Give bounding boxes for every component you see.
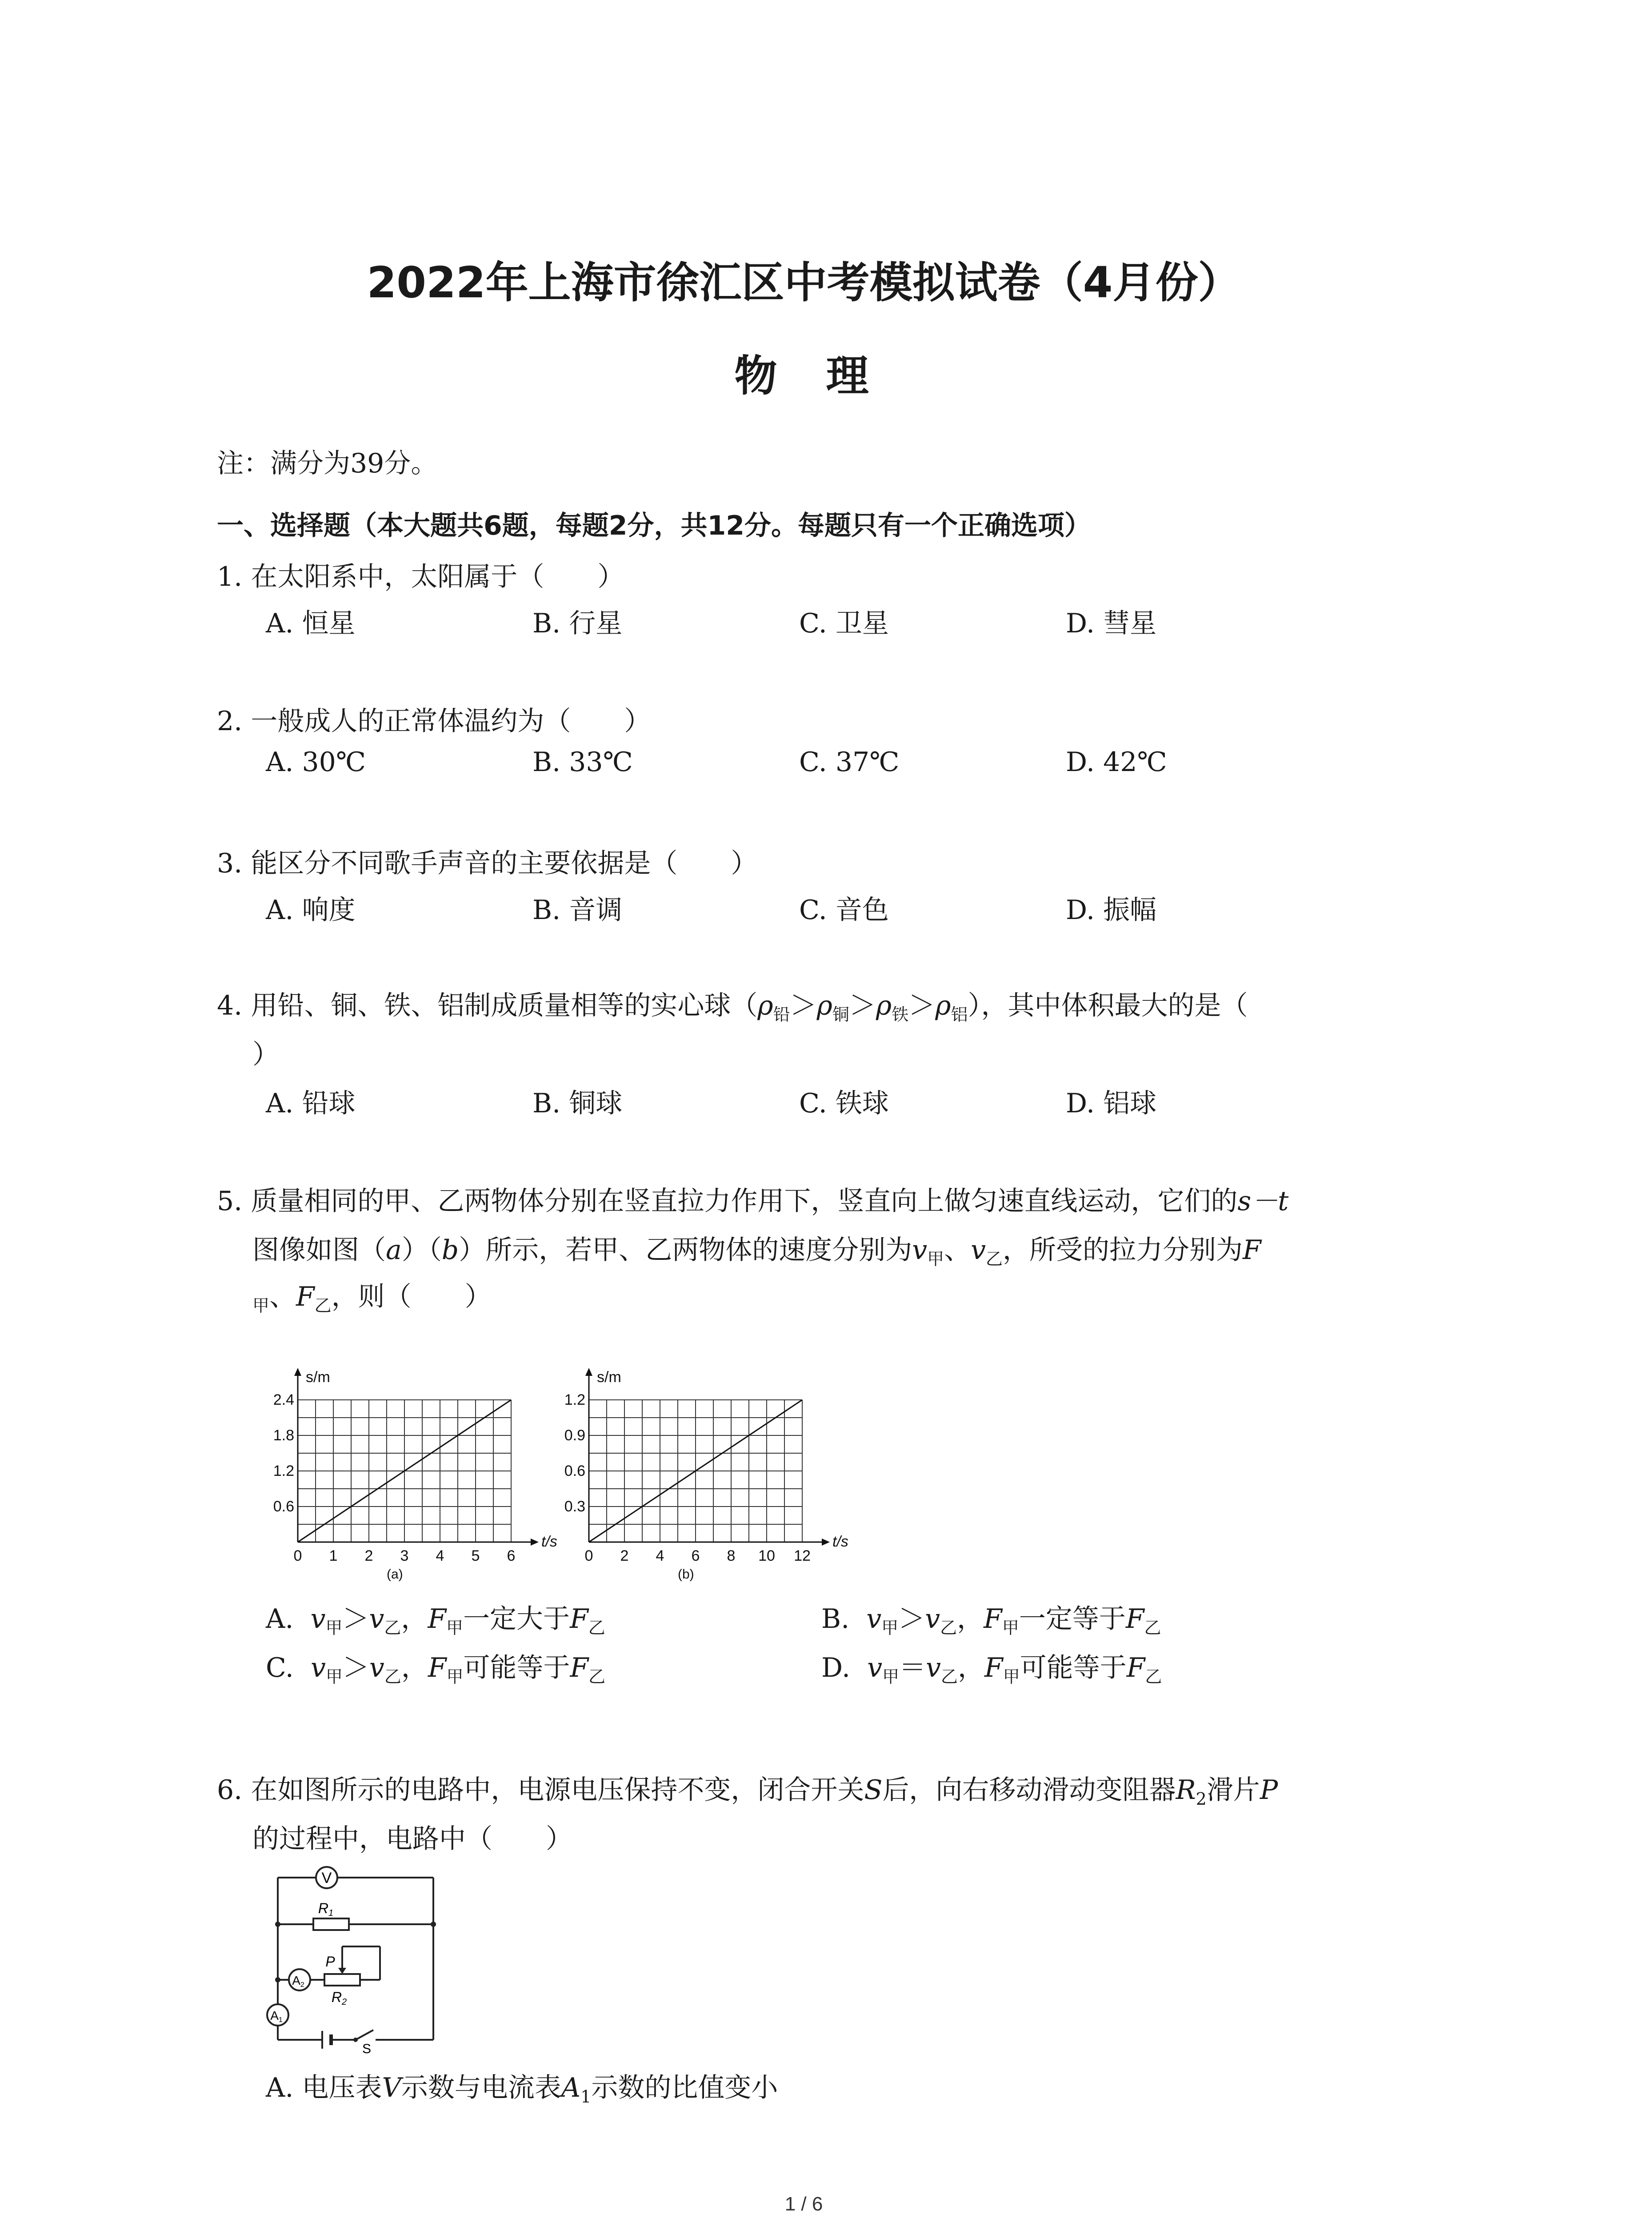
- x-tick-label: 0: [584, 1547, 593, 1564]
- slider-p-label: P: [325, 1954, 335, 1970]
- q5-text: 可能等于: [1020, 1652, 1127, 1683]
- q6-text: 6. 在如图所示的电路中，电源电压保持不变，闭合开关: [217, 1774, 864, 1806]
- q3-option-d: D. 振幅: [1066, 895, 1157, 926]
- f-symbol: F: [1125, 1603, 1144, 1635]
- y-tick-label: 1.8: [273, 1427, 294, 1444]
- y-tick-label: 1.2: [273, 1463, 294, 1479]
- page-number: 1 / 6: [784, 2193, 823, 2215]
- r2-symbol: R: [331, 1989, 342, 2005]
- r1-symbol: R: [318, 1900, 328, 1916]
- y-axis-label: s/m: [306, 1369, 330, 1386]
- subject-title: 物理: [734, 351, 918, 401]
- r2-label: [332, 1989, 347, 2007]
- x-tick-label: 1: [329, 1547, 338, 1564]
- gt-symbol: ＞: [342, 1603, 369, 1635]
- voltmeter-label: V: [321, 1870, 332, 1886]
- q6-text: 后，向右移动滑动变阻器: [882, 1774, 1176, 1806]
- y-axis-arrow-icon: [294, 1368, 301, 1376]
- y-tick-label: 0.6: [273, 1498, 294, 1515]
- q4-stem-part: 4. 用铅、铜、铁、铝制成质量相等的实心球（: [217, 990, 758, 1021]
- sub-yi: 乙: [1144, 1618, 1161, 1638]
- score-note: 注：满分为39分。: [217, 448, 438, 479]
- v-symbol: v: [866, 1603, 882, 1635]
- junction-dot: [431, 1922, 436, 1927]
- q5-option-d: [821, 1647, 1162, 1687]
- q6-text: 滑片: [1206, 1774, 1260, 1806]
- resistor-r2: [324, 1974, 360, 1986]
- x-tick-label: 4: [656, 1547, 664, 1564]
- x-tick-label: 3: [400, 1547, 409, 1564]
- q3-option-b: B. 音调: [532, 895, 623, 926]
- q4-stem-part: ），其中体积最大的是（: [968, 990, 1248, 1021]
- question-1-stem: 1. 在太阳系中，太阳属于（ ）: [217, 561, 624, 592]
- resistor-r1: [313, 1918, 349, 1930]
- v-symbol: v: [926, 1652, 941, 1683]
- q5-text: ，所受的拉力分别为: [1003, 1235, 1243, 1266]
- q5-option-b: [821, 1598, 1161, 1639]
- q5-text: ，则（ ）: [331, 1281, 492, 1312]
- sub-jia: 甲: [252, 1296, 270, 1315]
- x-tick-label: 2: [620, 1547, 629, 1564]
- sub-yi: 乙: [314, 1296, 332, 1315]
- q5-text: 一定大于: [463, 1603, 570, 1635]
- x-axis-arrow-icon: [822, 1539, 830, 1546]
- sub-jia: 甲: [446, 1667, 464, 1686]
- rho-symbol: ρ: [816, 990, 832, 1021]
- a1-subscript: 1: [278, 2016, 283, 2024]
- y-tick-label: 1.2: [564, 1391, 585, 1408]
- q6-text: 示数的比值变小: [591, 2072, 778, 2103]
- v-symbol: v: [925, 1603, 940, 1635]
- y-tick-label: 0.6: [564, 1463, 585, 1479]
- q6-text: 示数与电流表: [401, 2072, 561, 2103]
- y-axis-label: s/m: [597, 1369, 621, 1386]
- question-6-line-1: [217, 1769, 1278, 1809]
- q5-b-label: b: [441, 1235, 459, 1266]
- switch-lever: [356, 2030, 373, 2040]
- f-symbol: F: [570, 1652, 589, 1683]
- sub-jia: 甲: [325, 1667, 343, 1686]
- x-tick-label: 2: [364, 1547, 373, 1564]
- q5-text: ）（: [401, 1235, 442, 1266]
- r2-subscript: 2: [341, 1997, 347, 2007]
- y-tick-label: 0.9: [564, 1427, 585, 1444]
- v-symbol: v: [867, 1652, 883, 1683]
- q5-a-label: a: [386, 1235, 402, 1266]
- gt-symbol: ＞: [849, 990, 876, 1021]
- sub-jia: 甲: [1003, 1667, 1020, 1686]
- a-symbol: A: [561, 2072, 581, 2103]
- q3-option-a: A. 响度: [266, 895, 356, 926]
- q1-option-d: D. 彗星: [1066, 608, 1157, 639]
- v-symbol: v: [971, 1235, 986, 1266]
- f-symbol: F: [1126, 1652, 1145, 1683]
- q5-text: 5. 质量相同的甲、乙两物体分别在竖直拉力作用下，竖直向上做匀速直线运动，它们的: [217, 1186, 1238, 1217]
- sub-yi: 乙: [941, 1667, 958, 1686]
- x-tick-label: 0: [293, 1547, 302, 1564]
- x-tick-label: 6: [691, 1547, 700, 1564]
- option-label: A.: [266, 1603, 294, 1635]
- q2-option-b: B. 33℃: [532, 747, 633, 778]
- option-label: D.: [821, 1652, 851, 1683]
- a2-symbol: A: [292, 1974, 300, 1987]
- junction-dot: [275, 1922, 280, 1927]
- question-5-line-1: [217, 1180, 1288, 1218]
- question-3-stem: 3. 能区分不同歌手声音的主要依据是（ ）: [217, 848, 758, 879]
- f-symbol: F: [428, 1652, 447, 1683]
- question-5-line-2: [252, 1229, 1261, 1270]
- x-tick-label: 10: [758, 1547, 775, 1564]
- gt-symbol: ＞: [790, 990, 817, 1021]
- q6-option-a: [266, 2066, 778, 2106]
- rho-subscript: 铁: [892, 1005, 909, 1024]
- q5-text: 可能等于: [463, 1652, 570, 1683]
- rho-subscript: 铜: [832, 1005, 849, 1024]
- sub-yi: 乙: [588, 1618, 605, 1638]
- rho-subscript: 铅: [773, 1005, 790, 1024]
- question-5-line-3: [252, 1275, 492, 1316]
- f-symbol: F: [428, 1603, 447, 1635]
- q5-st-symbol: s－t: [1237, 1186, 1289, 1217]
- sub-jia: 甲: [325, 1618, 343, 1638]
- x-tick-label: 6: [507, 1547, 516, 1564]
- comma: ，: [958, 1652, 985, 1683]
- comma: ，: [957, 1603, 984, 1635]
- q4-stem-end: ）: [252, 1039, 279, 1070]
- sub-yi: 乙: [1145, 1667, 1162, 1686]
- comma: ，: [401, 1603, 428, 1635]
- q5-option-a: [266, 1598, 605, 1639]
- a2-subscript: 2: [300, 1981, 304, 1989]
- r-symbol: R: [1176, 1774, 1196, 1806]
- r1-label: [318, 1900, 333, 1918]
- sub-one: 1: [580, 2087, 592, 2106]
- sub-yi: 乙: [384, 1618, 401, 1638]
- q5-text: 、: [944, 1235, 971, 1266]
- sub-jia: 甲: [927, 1249, 944, 1269]
- slider-arrow-icon: [338, 1968, 346, 1974]
- sub-yi: 乙: [940, 1618, 957, 1638]
- chart-caption: (a): [387, 1567, 403, 1582]
- q5-text: 图像如图（: [252, 1235, 386, 1266]
- circuit-diagram: [242, 1858, 451, 2056]
- gt-symbol: ＞: [898, 1603, 925, 1635]
- q1-option-b: B. 行星: [532, 608, 623, 639]
- sub-two: 2: [1196, 1789, 1207, 1809]
- f-symbol: F: [296, 1281, 315, 1312]
- x-axis-label: t/s: [832, 1533, 848, 1550]
- v-symbol: v: [369, 1603, 384, 1635]
- y-tick-label: 2.4: [273, 1391, 294, 1408]
- rho-symbol: ρ: [757, 990, 773, 1021]
- y-axis-arrow-icon: [585, 1368, 592, 1376]
- ammeter-a2-label: [292, 1974, 304, 1989]
- q4-option-d: D. 铝球: [1066, 1088, 1157, 1119]
- junction-dot: [275, 1977, 280, 1982]
- q5-text: ）所示，若甲、乙两物体的速度分别为: [459, 1235, 912, 1266]
- v-symbol: V: [382, 2072, 401, 2103]
- y-tick-label: 0.3: [564, 1498, 585, 1515]
- chart-a: [249, 1364, 557, 1595]
- sub-yi: 乙: [588, 1667, 606, 1686]
- v-symbol: v: [311, 1652, 326, 1683]
- x-axis-arrow-icon: [531, 1539, 539, 1546]
- section-heading: 一、选择题（本大题共6题，每题2分，共12分。每题只有一个正确选项）: [217, 510, 1091, 541]
- x-tick-label: 5: [471, 1547, 480, 1564]
- q1-option-a: A. 恒星: [266, 608, 356, 639]
- x-tick-label: 8: [727, 1547, 736, 1564]
- q3-option-c: C. 音色: [799, 895, 889, 926]
- comma: ，: [401, 1652, 428, 1683]
- switch-contact: [353, 2038, 358, 2042]
- x-tick-label: 4: [436, 1547, 444, 1564]
- x-axis-label: t/s: [541, 1533, 557, 1550]
- f-symbol: F: [570, 1603, 588, 1635]
- sub-jia: 甲: [446, 1618, 464, 1638]
- s-symbol: S: [864, 1774, 883, 1806]
- q4-option-b: B. 铜球: [532, 1088, 623, 1119]
- eq-symbol: ＝: [899, 1652, 926, 1683]
- rho-symbol: ρ: [935, 990, 951, 1021]
- option-label: C.: [266, 1652, 294, 1683]
- question-4-stem: [217, 984, 1248, 1025]
- f-symbol: F: [984, 1652, 1003, 1683]
- q4-option-a: A. 铅球: [266, 1088, 356, 1119]
- v-symbol: v: [369, 1652, 384, 1683]
- r1-subscript: 1: [328, 1908, 334, 1918]
- q2-option-d: D. 42℃: [1066, 747, 1167, 778]
- gt-symbol: ＞: [342, 1652, 369, 1683]
- sub-jia: 甲: [1002, 1618, 1019, 1638]
- page-title: 2022年上海市徐汇区中考模拟试卷（4月份）: [367, 258, 1241, 308]
- q4-option-c: C. 铁球: [799, 1088, 889, 1119]
- question-6-line-2: 的过程中，电路中（ ）: [252, 1823, 572, 1854]
- q2-option-a: A. 30℃: [266, 747, 366, 778]
- gt-symbol: ＞: [908, 990, 936, 1021]
- ammeter-a1-label: [270, 2009, 283, 2024]
- rho-subscript: 铝: [951, 1005, 968, 1024]
- v-symbol: v: [912, 1235, 928, 1266]
- switch-s-label: S: [362, 2042, 372, 2056]
- f-symbol: F: [1243, 1235, 1261, 1266]
- question-2-stem: 2. 一般成人的正常体温约为（ ）: [217, 706, 651, 737]
- q5-text: 、: [269, 1281, 296, 1312]
- x-tick-label: 12: [794, 1547, 811, 1564]
- q6-text: A. 电压表: [266, 2072, 382, 2103]
- p-symbol: P: [1260, 1774, 1278, 1806]
- sub-yi: 乙: [986, 1249, 1003, 1269]
- v-symbol: v: [310, 1603, 326, 1635]
- sub-yi: 乙: [384, 1667, 401, 1686]
- q5-option-c: [266, 1647, 605, 1687]
- q1-option-c: C. 卫星: [799, 608, 889, 639]
- q2-option-c: C. 37℃: [799, 747, 900, 778]
- q5-text: 一定等于: [1019, 1603, 1126, 1635]
- f-symbol: F: [984, 1603, 1002, 1635]
- chart-b: [540, 1364, 848, 1595]
- option-label: B.: [821, 1603, 850, 1635]
- sub-jia: 甲: [882, 1667, 900, 1686]
- chart-caption: (b): [678, 1567, 694, 1582]
- sub-jia: 甲: [881, 1618, 899, 1638]
- rho-symbol: ρ: [876, 990, 892, 1021]
- a1-symbol: A: [270, 2009, 279, 2022]
